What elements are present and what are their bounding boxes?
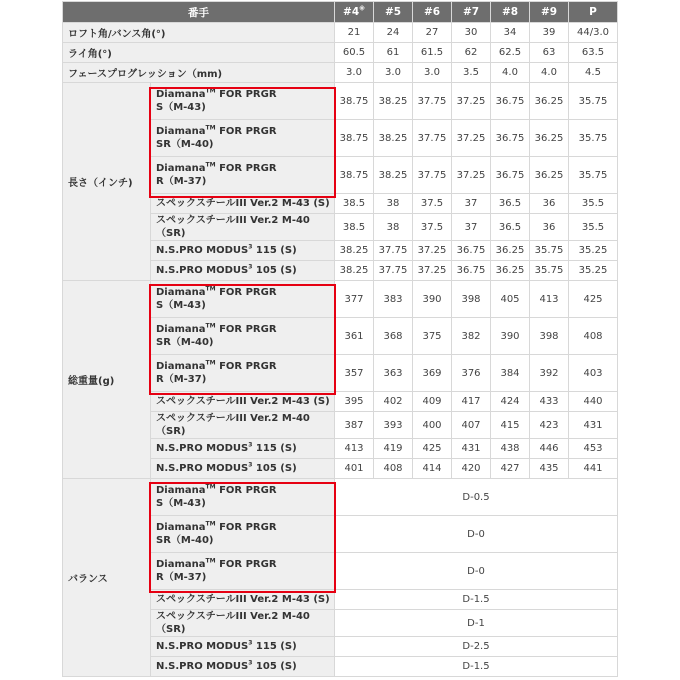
shaft-flex: S（M-43) <box>156 102 206 113</box>
value-cell: 431 <box>569 412 618 439</box>
shaft-label <box>151 120 335 157</box>
value-cell: 440 <box>569 392 618 412</box>
value-cell: 375 <box>413 318 452 355</box>
value-cell: 38.5 <box>335 214 374 241</box>
value-cell: 37 <box>452 194 491 214</box>
header-col-6: #6 <box>413 2 452 23</box>
value-cell: 37.75 <box>374 261 413 281</box>
value-cell: 400 <box>413 412 452 439</box>
value-cell: 38.25 <box>374 83 413 120</box>
value-cell: 376 <box>452 355 491 392</box>
value-cell: 35.25 <box>569 241 618 261</box>
value-cell: 408 <box>374 459 413 479</box>
shaft-label <box>151 412 335 439</box>
spec-row <box>63 43 618 63</box>
shaft-label <box>151 83 335 120</box>
value-cell: 413 <box>335 439 374 459</box>
superscript: 3 <box>248 461 253 469</box>
value-cell: 402 <box>374 392 413 412</box>
value-cell: 38.75 <box>335 83 374 120</box>
balance-cell: D-1.5 <box>335 657 618 677</box>
superscript: TM <box>205 557 216 565</box>
spec-row <box>63 281 618 318</box>
value-cell: 62 <box>452 43 491 63</box>
shaft-name-suffix: FOR PRGR <box>215 163 277 174</box>
shaft-label <box>151 657 335 677</box>
balance-cell: D-2.5 <box>335 637 618 657</box>
spec-table <box>62 1 618 677</box>
value-cell: 38 <box>374 214 413 241</box>
value-cell: 417 <box>452 392 491 412</box>
superscript: TM <box>205 161 216 169</box>
value-cell: 37 <box>452 214 491 241</box>
shaft-flex: SR（M-40) <box>156 139 214 150</box>
value-cell: 425 <box>569 281 618 318</box>
shaft-label <box>151 355 335 392</box>
value-cell: 390 <box>413 281 452 318</box>
superscript: 3 <box>248 243 253 251</box>
shaft-label <box>151 439 335 459</box>
value-cell: 38 <box>374 194 413 214</box>
value-cell: 37.25 <box>452 120 491 157</box>
value-cell: 37.25 <box>452 83 491 120</box>
value-cell: 441 <box>569 459 618 479</box>
header-col-p: P <box>569 2 618 23</box>
value-cell: 37.75 <box>413 157 452 194</box>
value-cell: 369 <box>413 355 452 392</box>
value-cell: 39 <box>530 23 569 43</box>
value-cell: 3.5 <box>452 63 491 83</box>
value-cell: 38.25 <box>335 241 374 261</box>
shaft-name-suffix: FOR PRGR <box>215 361 277 372</box>
value-cell: 37.75 <box>413 120 452 157</box>
shaft-name: Diamana <box>156 485 206 496</box>
value-cell: 35.75 <box>530 261 569 281</box>
shaft-name: N.S.PRO MODUS <box>156 641 249 652</box>
value-cell: 415 <box>491 412 530 439</box>
value-cell: 363 <box>374 355 413 392</box>
shaft-flex: R（M-37) <box>156 374 207 385</box>
balance-cell: D-1 <box>335 610 618 637</box>
value-cell: 405 <box>491 281 530 318</box>
value-cell: 21 <box>335 23 374 43</box>
shaft-name: Diamana <box>156 522 206 533</box>
shaft-name: スペックスチールIII Ver.2 M-40（SR) <box>156 413 310 437</box>
shaft-label <box>151 610 335 637</box>
value-cell: 63 <box>530 43 569 63</box>
shaft-label <box>151 637 335 657</box>
value-cell: 35.75 <box>569 83 618 120</box>
value-cell: 36.25 <box>491 261 530 281</box>
value-cell: 35.75 <box>569 157 618 194</box>
shaft-name-suffix: FOR PRGR <box>215 126 277 137</box>
group-label: 総重量(g) <box>63 281 151 479</box>
spec-row <box>63 23 618 43</box>
shaft-label <box>151 516 335 553</box>
superscript: TM <box>205 359 216 367</box>
value-cell: 36.5 <box>491 194 530 214</box>
value-cell: 425 <box>413 439 452 459</box>
value-cell: 37.25 <box>413 261 452 281</box>
spec-row <box>63 479 618 516</box>
value-cell: 61 <box>374 43 413 63</box>
value-cell: 446 <box>530 439 569 459</box>
group-label: 長さ（インチ) <box>63 83 151 281</box>
shaft-label <box>151 590 335 610</box>
shaft-name: N.S.PRO MODUS <box>156 245 249 256</box>
value-cell: 44/3.0 <box>569 23 618 43</box>
value-cell: 408 <box>569 318 618 355</box>
value-cell: 36.75 <box>491 120 530 157</box>
shaft-flex: SR（M-40) <box>156 535 214 546</box>
value-cell: 401 <box>335 459 374 479</box>
value-cell: 377 <box>335 281 374 318</box>
shaft-label <box>151 553 335 590</box>
value-cell: 27 <box>413 23 452 43</box>
value-cell: 390 <box>491 318 530 355</box>
value-cell: 3.0 <box>374 63 413 83</box>
value-cell: 24 <box>374 23 413 43</box>
value-cell: 37.25 <box>413 241 452 261</box>
shaft-flex: 105 (S) <box>252 463 297 474</box>
value-cell: 36.25 <box>530 157 569 194</box>
shaft-name-suffix: FOR PRGR <box>215 324 277 335</box>
value-cell: 398 <box>530 318 569 355</box>
shaft-label <box>151 392 335 412</box>
value-cell: 35.75 <box>530 241 569 261</box>
shaft-name: N.S.PRO MODUS <box>156 443 249 454</box>
value-cell: 3.0 <box>335 63 374 83</box>
shaft-name: Diamana <box>156 89 206 100</box>
value-cell: 30 <box>452 23 491 43</box>
value-cell: 4.0 <box>530 63 569 83</box>
value-cell: 435 <box>530 459 569 479</box>
value-cell: 3.0 <box>413 63 452 83</box>
shaft-name-suffix: FOR PRGR <box>215 89 277 100</box>
header-col-7: #7 <box>452 2 491 23</box>
shaft-flex: 105 (S) <box>252 265 297 276</box>
value-cell: 382 <box>452 318 491 355</box>
value-cell: 37.5 <box>413 194 452 214</box>
value-cell: 35.5 <box>569 194 618 214</box>
value-cell: 398 <box>452 281 491 318</box>
value-cell: 427 <box>491 459 530 479</box>
value-cell: 419 <box>374 439 413 459</box>
value-cell: 36.75 <box>452 261 491 281</box>
value-cell: 36.25 <box>491 241 530 261</box>
value-cell: 37.25 <box>452 157 491 194</box>
value-cell: 37.75 <box>374 241 413 261</box>
value-cell: 420 <box>452 459 491 479</box>
header-row <box>63 2 618 23</box>
value-cell: 423 <box>530 412 569 439</box>
value-cell: 35.5 <box>569 214 618 241</box>
value-cell: 413 <box>530 281 569 318</box>
value-cell: 36 <box>530 214 569 241</box>
superscript: 3 <box>248 659 253 667</box>
header-col-5: #5 <box>374 2 413 23</box>
shaft-name: N.S.PRO MODUS <box>156 463 249 474</box>
value-cell: 414 <box>413 459 452 479</box>
row-label: ロフト角/バンス角(°) <box>63 23 335 43</box>
value-cell: 38.75 <box>335 120 374 157</box>
value-cell: 61.5 <box>413 43 452 63</box>
value-cell: 36 <box>530 194 569 214</box>
shaft-flex: 115 (S) <box>252 245 297 256</box>
shaft-label <box>151 241 335 261</box>
shaft-flex: SR（M-40) <box>156 337 214 348</box>
shaft-name: Diamana <box>156 324 206 335</box>
value-cell: 36.75 <box>491 83 530 120</box>
value-cell: 36.25 <box>530 83 569 120</box>
value-cell: 34 <box>491 23 530 43</box>
shaft-flex: R（M-37) <box>156 572 207 583</box>
header-col-9: #9 <box>530 2 569 23</box>
value-cell: 62.5 <box>491 43 530 63</box>
header-col-8: #8 <box>491 2 530 23</box>
shaft-label <box>151 214 335 241</box>
shaft-name: スペックスチールIII Ver.2 M-40（SR) <box>156 215 310 239</box>
value-cell: 38.75 <box>335 157 374 194</box>
value-cell: 368 <box>374 318 413 355</box>
value-cell: 409 <box>413 392 452 412</box>
shaft-label <box>151 459 335 479</box>
value-cell: 424 <box>491 392 530 412</box>
value-cell: 403 <box>569 355 618 392</box>
superscript: TM <box>205 322 216 330</box>
value-cell: 38.5 <box>335 194 374 214</box>
header-col-4: #4※ <box>335 2 374 23</box>
shaft-flex: 115 (S) <box>252 641 297 652</box>
row-label: ライ角(°) <box>63 43 335 63</box>
shaft-name-suffix: FOR PRGR <box>215 485 277 496</box>
spec-row <box>63 83 618 120</box>
shaft-name: Diamana <box>156 361 206 372</box>
group-label: バランス <box>63 479 151 677</box>
value-cell: 35.25 <box>569 261 618 281</box>
superscript: TM <box>205 124 216 132</box>
header-corner: 番手 <box>63 2 335 23</box>
shaft-name-suffix: FOR PRGR <box>215 559 277 570</box>
shaft-name: スペックスチールIII Ver.2 M-43 (S) <box>156 198 330 209</box>
balance-cell: D-0 <box>335 553 618 590</box>
superscript: TM <box>205 285 216 293</box>
shaft-name-suffix: FOR PRGR <box>215 287 277 298</box>
value-cell: 453 <box>569 439 618 459</box>
shaft-label <box>151 157 335 194</box>
shaft-name: スペックスチールIII Ver.2 M-43 (S) <box>156 396 330 407</box>
shaft-flex: 105 (S) <box>252 661 297 672</box>
shaft-label <box>151 194 335 214</box>
spec-row <box>63 63 618 83</box>
value-cell: 38.25 <box>374 157 413 194</box>
value-cell: 361 <box>335 318 374 355</box>
value-cell: 4.0 <box>491 63 530 83</box>
shaft-label <box>151 318 335 355</box>
value-cell: 357 <box>335 355 374 392</box>
shaft-label <box>151 479 335 516</box>
value-cell: 37.75 <box>413 83 452 120</box>
value-cell: 63.5 <box>569 43 618 63</box>
superscript: 3 <box>248 441 253 449</box>
superscript: TM <box>205 483 216 491</box>
shaft-name: Diamana <box>156 126 206 137</box>
value-cell: 431 <box>452 439 491 459</box>
value-cell: 36.75 <box>491 157 530 194</box>
value-cell: 438 <box>491 439 530 459</box>
value-cell: 407 <box>452 412 491 439</box>
superscript: 3 <box>248 639 253 647</box>
value-cell: 35.75 <box>569 120 618 157</box>
shaft-name: N.S.PRO MODUS <box>156 265 249 276</box>
shaft-name-suffix: FOR PRGR <box>215 522 277 533</box>
shaft-label <box>151 281 335 318</box>
shaft-name: スペックスチールIII Ver.2 M-40（SR) <box>156 611 310 635</box>
superscript: TM <box>205 520 216 528</box>
shaft-name: Diamana <box>156 287 206 298</box>
value-cell: 36.75 <box>452 241 491 261</box>
value-cell: 4.5 <box>569 63 618 83</box>
superscript: 3 <box>248 263 253 271</box>
value-cell: 38.25 <box>335 261 374 281</box>
value-cell: 384 <box>491 355 530 392</box>
value-cell: 433 <box>530 392 569 412</box>
value-cell: 392 <box>530 355 569 392</box>
value-cell: 60.5 <box>335 43 374 63</box>
shaft-name: N.S.PRO MODUS <box>156 661 249 672</box>
balance-cell: D-0 <box>335 516 618 553</box>
value-cell: 36.5 <box>491 214 530 241</box>
value-cell: 383 <box>374 281 413 318</box>
shaft-flex: S（M-43) <box>156 300 206 311</box>
shaft-name: スペックスチールIII Ver.2 M-43 (S) <box>156 594 330 605</box>
shaft-flex: 115 (S) <box>252 443 297 454</box>
shaft-name: Diamana <box>156 163 206 174</box>
superscript: TM <box>205 87 216 95</box>
balance-cell: D-0.5 <box>335 479 618 516</box>
value-cell: 37.5 <box>413 214 452 241</box>
shaft-label <box>151 261 335 281</box>
value-cell: 36.25 <box>530 120 569 157</box>
value-cell: 387 <box>335 412 374 439</box>
value-cell: 395 <box>335 392 374 412</box>
row-label: フェースプログレッション（mm) <box>63 63 335 83</box>
shaft-name: Diamana <box>156 559 206 570</box>
balance-cell: D-1.5 <box>335 590 618 610</box>
value-cell: 393 <box>374 412 413 439</box>
shaft-flex: S（M-43) <box>156 498 206 509</box>
value-cell: 38.25 <box>374 120 413 157</box>
shaft-flex: R（M-37) <box>156 176 207 187</box>
